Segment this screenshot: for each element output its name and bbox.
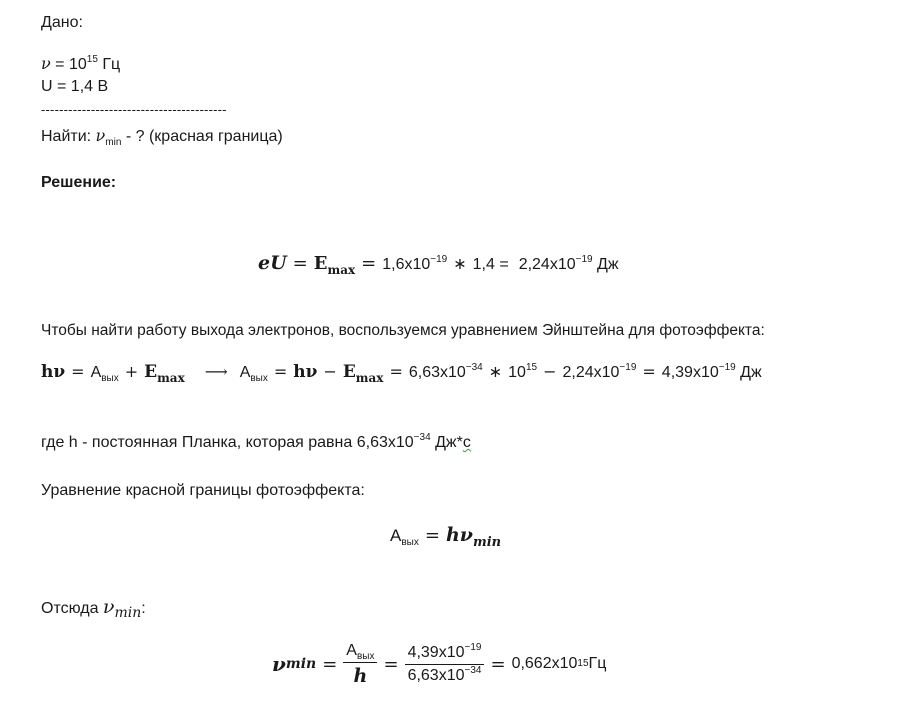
eq2-unit: Дж (735, 364, 762, 381)
work-function-value-exp: −19 (718, 362, 736, 373)
emax-symbol-2: E (144, 362, 158, 382)
eq2-equals: = (71, 362, 85, 381)
eq2-times: ∗ (488, 364, 503, 381)
arrow-icon: ⟶ (204, 362, 228, 381)
einstein-equation (41, 362, 762, 385)
work-function-value: 4,39x10 (661, 364, 719, 381)
eq1-times: ∗ (453, 256, 467, 273)
frac-a: A (346, 641, 357, 659)
eq2-minus-2: − (543, 362, 557, 381)
frac-a-sub: вых (356, 650, 375, 662)
find-line (41, 126, 283, 146)
emax-symbol-3: E (342, 362, 356, 382)
hv-symbol: hν (41, 362, 66, 382)
emax-sub-3: max (355, 371, 384, 385)
final-equals: = (322, 653, 338, 675)
find-nu-symbol: ν (95, 126, 106, 145)
eq1-value-1-exp: −19 (430, 254, 448, 265)
freq-value: 10 (508, 364, 526, 381)
emax-symbol: E (313, 253, 328, 274)
a2-symbol: A (239, 364, 251, 381)
final-equals-3: = (490, 653, 506, 675)
hence-colon: : (141, 600, 146, 617)
eq1-equals: = (292, 253, 308, 274)
eq2-plus: + (124, 362, 139, 381)
eq1-value-2: 1,4 = (472, 256, 509, 273)
find-suffix: - ? (красная граница) (121, 128, 283, 145)
energy-value-exp: −19 (619, 362, 637, 373)
rb-hv-sub: min (472, 535, 502, 550)
red-boundary-equation (390, 524, 502, 550)
solution-heading: Решение: (41, 174, 117, 191)
final-result: 0,662x10 (511, 655, 578, 672)
final-unit: Гц (588, 655, 607, 672)
given-heading: Дано: (41, 14, 83, 31)
fraction-values-numerator (405, 641, 485, 665)
emax-sub-2: max (157, 371, 185, 385)
hence-sub: min (114, 605, 142, 621)
energy-equation (258, 252, 619, 277)
hence-line (41, 596, 146, 621)
freq-value-exp: 15 (525, 362, 538, 373)
fraction-values (405, 641, 485, 685)
fraction-numerator (343, 642, 377, 663)
eq1-equals-2: = (361, 253, 377, 274)
nu-unit: Гц (97, 56, 121, 73)
rb-a-sub: вых (401, 537, 419, 548)
planck-unit-b: с (462, 434, 471, 451)
den-value: 6,63x10 (407, 666, 465, 684)
planck-value: 6,63x10 (408, 364, 466, 381)
red-boundary-text: Уравнение красной границы фотоэффекта: (41, 482, 365, 499)
hv-symbol-2: hν (293, 362, 318, 382)
separator-line: ----------------------------------------- (41, 102, 227, 117)
a2-sub: вых (250, 373, 268, 384)
planck-value-exp: −34 (465, 362, 483, 373)
hence-nu: ν (102, 596, 115, 618)
emax-sub: max (327, 263, 356, 277)
given-frequency (41, 54, 120, 74)
eq1-value-1: 1,6x10 (382, 256, 431, 273)
den-value-exp: −34 (464, 664, 482, 676)
eq2-equals-4: = (642, 362, 656, 381)
given-voltage: U = 1,4 В (41, 78, 109, 95)
energy-value: 2,24x10 (562, 364, 620, 381)
eq2-minus: − (323, 362, 337, 381)
find-prefix: Найти: (41, 128, 96, 145)
fraction-a-over-h (343, 642, 377, 687)
planck-line (41, 434, 471, 452)
einstein-intro-text: Чтобы найти работу выхода электронов, воспользуемся уравнением Эйнштейна для фотоэффекта: (41, 322, 765, 339)
find-nu-sub: min (105, 137, 122, 148)
final-equation: ν min = $\frac{A_{вых}}{h}$ = $\frac{4,39x10^{-19}}{6,63x10^{-34}}$ = 0,662x10 15 Гц (272, 641, 607, 687)
rb-equals: = (424, 525, 440, 546)
rb-hv: hν (445, 524, 473, 546)
nu-exponent: 15 (86, 54, 98, 65)
eq1-unit: Дж (592, 256, 619, 273)
planck-exp: −34 (413, 432, 431, 443)
planck-text: где h - постоянная Планка, которая равна 6,63x10 (41, 434, 414, 451)
nu-symbol: ν (41, 54, 51, 73)
a-symbol: A (90, 364, 102, 381)
num-value: 4,39x10 (407, 643, 465, 661)
eq1-result-exp: −19 (575, 254, 593, 265)
rb-a-symbol: A (390, 526, 402, 545)
final-equals-2: = (383, 653, 399, 675)
eq2-equals-3: = (389, 362, 403, 381)
hence-text: Отсюда (41, 600, 103, 617)
num-value-exp: −19 (464, 641, 482, 653)
eu-lhs: eU (258, 252, 287, 274)
eq1-result: 2,24x10 (518, 256, 576, 273)
a-sub: вых (101, 373, 119, 384)
final-nu: ν (272, 652, 286, 676)
nu-equals: = 10 (50, 56, 87, 73)
planck-unit-a: Дж* (430, 434, 463, 451)
fraction-values-denominator (405, 665, 485, 685)
eq2-equals-2: = (273, 362, 288, 381)
fraction-denominator: h (353, 664, 368, 687)
